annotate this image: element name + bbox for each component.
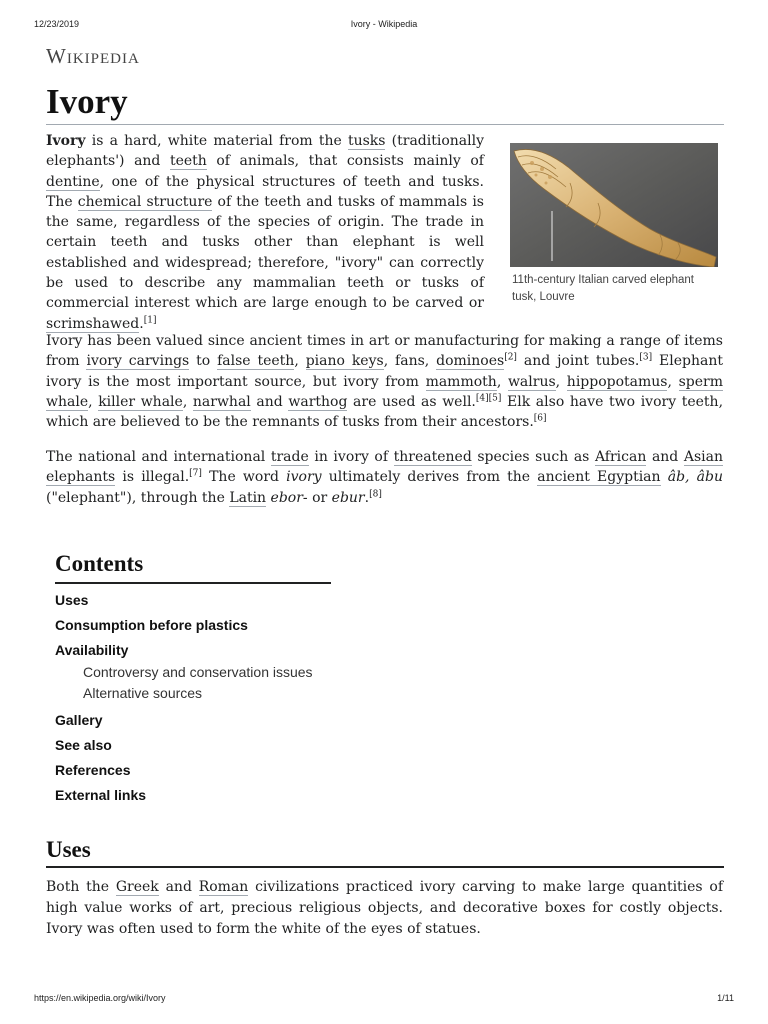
toc-item-controversy[interactable]: Controversy and conservation issues	[83, 664, 313, 680]
link-walrus[interactable]: walrus	[507, 373, 556, 390]
citation-2[interactable]: [2]	[504, 352, 517, 363]
term-ab: âb, âbu	[667, 469, 723, 486]
table-of-contents	[55, 551, 331, 812]
print-date: 12/23/2019	[34, 19, 80, 29]
infobox	[510, 143, 718, 306]
toc-item-availability-group	[55, 642, 331, 704]
wikipedia-wordmark[interactable]: Wikipedia	[46, 44, 140, 68]
text: .	[364, 489, 370, 506]
print-page-number: 1/11	[717, 993, 734, 1003]
link-warthog[interactable]: warthog	[288, 393, 348, 410]
toc-title: Contents	[55, 551, 331, 584]
text: and	[158, 879, 199, 895]
text: ultimately derives from the	[321, 469, 538, 486]
citation-6[interactable]: [6]	[533, 413, 547, 424]
text: (traditionally elephants') and	[46, 133, 485, 170]
uses-paragraph	[46, 877, 723, 940]
citation-8[interactable]: [8]	[369, 488, 382, 499]
text: , fans,	[383, 353, 437, 370]
citation-1[interactable]: [1]	[143, 315, 157, 326]
text: ,	[88, 393, 99, 410]
toc-item-see-also[interactable]: See also	[55, 737, 112, 753]
text: The word	[201, 469, 287, 486]
link-trade[interactable]: trade	[270, 449, 309, 465]
link-asian-elephants[interactable]: Asian elephants	[46, 449, 723, 486]
text: Elk also have two ivory teeth, which are believed to be the remnants of tusks from their ancestors.	[46, 393, 724, 431]
toc-item-gallery[interactable]: Gallery	[55, 712, 103, 728]
text: ,	[182, 393, 193, 410]
toc-list	[55, 592, 331, 804]
text: species such as	[471, 449, 595, 465]
link-dominoes[interactable]: dominoes	[436, 353, 505, 370]
link-tusks[interactable]: tusks	[347, 133, 386, 149]
carved-tusk-photo	[510, 143, 718, 267]
citation-7[interactable]: [7]	[189, 468, 202, 479]
link-ivory-carvings[interactable]: ivory carvings	[86, 353, 190, 370]
link-latin[interactable]: Latin	[229, 489, 267, 506]
text: The national and international	[46, 449, 271, 465]
text: , one of the physical structures of teeth and tusks. The	[46, 173, 484, 210]
link-scrimshawed[interactable]: scrimshawed	[46, 315, 140, 332]
section-heading-uses: Uses	[46, 837, 724, 868]
link-false-teeth[interactable]: false teeth	[217, 353, 295, 370]
link-chemical-structure[interactable]: chemical structure	[77, 193, 213, 210]
text: Elephant ivory is the most important source, but ivory from	[46, 353, 723, 390]
text: ,	[294, 353, 306, 370]
text: of the teeth and tusks of mammals is the same, regardless of the species of origin. The trade in certain teeth and tusks other than elephant is well established and widespread; therefore, "ivory" can correctly be used to describe any mammalian teeth or tusks of commercial interest which are large enough to be carved or	[46, 193, 484, 312]
citation-5[interactable]: [5]	[488, 393, 502, 404]
link-ancient-egyptian[interactable]: ancient Egyptian	[537, 469, 661, 486]
text: ,	[667, 373, 679, 390]
term-ivory: ivory	[286, 469, 322, 486]
link-african[interactable]: African	[594, 449, 647, 465]
text: Both the	[46, 879, 116, 895]
text: is illegal.	[115, 469, 190, 486]
title-divider	[46, 124, 724, 125]
text: and joint tubes.	[516, 353, 640, 370]
text: Ivory has been valued since ancient times in art or manufacturing for making a range of items from	[46, 333, 723, 370]
term-ebur: ebur	[331, 489, 365, 506]
link-teeth[interactable]: teeth	[169, 153, 207, 170]
text: ,	[555, 373, 567, 390]
citation-3[interactable]: [3]	[639, 352, 653, 363]
link-sperm-whale[interactable]: sperm whale	[46, 373, 724, 410]
page-title: Ivory	[46, 82, 128, 121]
link-dentine[interactable]: dentine	[46, 173, 100, 190]
text: to	[189, 353, 218, 370]
lead-paragraph-3	[46, 447, 723, 508]
text: are used as well.	[347, 393, 476, 410]
lead-paragraph-2	[46, 331, 723, 432]
citation-4[interactable]: [4]	[475, 393, 489, 404]
toc-item-uses[interactable]: Uses	[55, 592, 89, 608]
toc-item-references[interactable]: References	[55, 762, 131, 778]
link-piano-keys[interactable]: piano keys	[305, 353, 384, 370]
text: or	[307, 489, 332, 506]
link-roman[interactable]: Roman	[198, 879, 249, 895]
lead-paragraph-1	[46, 131, 484, 334]
link-killer-whale[interactable]: killer whale	[98, 393, 183, 410]
text: and	[646, 449, 684, 465]
toc-item-consumption[interactable]: Consumption before plastics	[55, 617, 248, 633]
text: is a hard, white material from the	[85, 133, 348, 149]
text: ,	[496, 373, 508, 390]
text: in ivory of	[308, 449, 394, 465]
text: civilizations practiced ivory carving to make large quantities of high value works of art, precious religious objects, and decorative boxes for costly objects. Ivory was often used to form the white of the eyes of statues.	[46, 879, 724, 937]
toc-subitems	[55, 662, 331, 704]
text: of animals, that consists mainly of	[206, 153, 484, 170]
infobox-caption: 11th-century Italian carved elephant tusk, Louvre	[512, 274, 694, 303]
link-greek[interactable]: Greek	[115, 879, 159, 895]
link-threatened[interactable]: threatened	[393, 449, 472, 465]
text	[661, 469, 668, 485]
toc-item-alternative[interactable]: Alternative sources	[83, 685, 203, 701]
text: ("elephant"), through the	[46, 489, 230, 506]
link-hippopotamus[interactable]: hippopotamus	[566, 373, 668, 390]
toc-item-availability[interactable]: Availability	[55, 642, 129, 658]
link-narwhal[interactable]: narwhal	[192, 393, 251, 410]
print-title: Ivory - Wikipedia	[350, 19, 418, 29]
print-url: https://en.wikipedia.org/wiki/Ivory	[34, 993, 166, 1003]
bold-term: Ivory	[46, 133, 86, 149]
link-mammoth[interactable]: mammoth	[425, 373, 497, 390]
term-ebor: ebor-	[270, 489, 308, 506]
text: and	[250, 393, 289, 410]
text: .	[139, 315, 144, 332]
toc-item-external-links[interactable]: External links	[55, 787, 147, 803]
